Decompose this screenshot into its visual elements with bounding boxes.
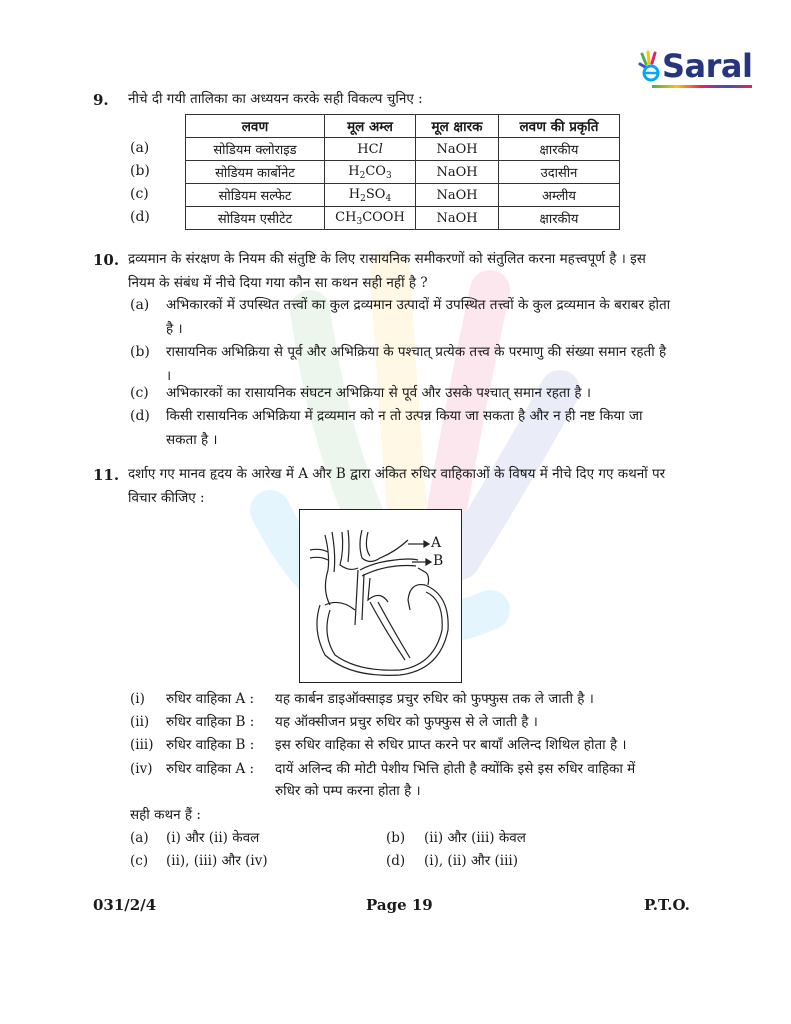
salt-cell: सोडियम सल्फेट bbox=[186, 184, 325, 207]
q11-option-a-text: (i) और (ii) केवल bbox=[166, 830, 260, 846]
statement-iv-vessel: रुधिर वाहिका A : bbox=[166, 761, 255, 777]
statement-iv-text: दायें अलिन्द की मोटी पेशीय भित्ति होती है क्योंकि इसे इस रुधिर वाहिका में bbox=[275, 761, 636, 777]
acid-formula: H bbox=[348, 186, 361, 202]
esaral-logo bbox=[638, 47, 753, 85]
question-number-10: 10. bbox=[93, 251, 120, 269]
table-row bbox=[186, 207, 620, 230]
acid-formula-rest: SO bbox=[365, 186, 386, 202]
q10-option-c-label: (c) bbox=[130, 385, 149, 401]
base-cell: NaOH bbox=[416, 138, 499, 161]
acid-formula-italic: l bbox=[378, 141, 383, 157]
paper-code: 031/2/4 bbox=[93, 896, 157, 914]
q11-option-b-text: (ii) और (iii) केवल bbox=[424, 830, 526, 846]
statement-i-vessel: रुधिर वाहिका A : bbox=[166, 691, 255, 707]
statement-ii-vessel: रुधिर वाहिका B : bbox=[166, 714, 255, 730]
base-cell: NaOH bbox=[416, 161, 499, 184]
salt-cell: सोडियम एसीटेट bbox=[186, 207, 325, 230]
table-row bbox=[186, 138, 620, 161]
q11-option-a-label: (a) bbox=[130, 830, 149, 846]
q11-option-d-label: (d) bbox=[386, 853, 406, 869]
base-cell: NaOH bbox=[416, 184, 499, 207]
q11-option-b-label: (b) bbox=[386, 830, 406, 846]
acid-formula: H bbox=[348, 163, 360, 179]
row-label-a: (a) bbox=[130, 140, 150, 156]
nature-cell: उदासीन bbox=[499, 161, 620, 184]
diagram-label-b: B bbox=[433, 553, 444, 569]
statement-iii-text: इस रुधिर वाहिका से रुधिर प्राप्त करने पर बायाँ अलिन्द शिथिल होता है । bbox=[275, 737, 627, 753]
question-number-11: 11. bbox=[93, 466, 120, 484]
q11-option-d-text: (i), (ii) और (iii) bbox=[424, 853, 519, 869]
answer-prompt: सही कथन हैं : bbox=[130, 807, 201, 823]
diagram-label-a: A bbox=[431, 535, 442, 551]
table-header-row bbox=[186, 115, 620, 138]
logo-hand-icon bbox=[638, 50, 662, 82]
acid-subscript: 4 bbox=[385, 193, 392, 204]
acid-subscript: 2 bbox=[360, 193, 366, 204]
q10-option-b-text: रासायनिक अभिक्रिया से पूर्व और अभिक्रिया के पश्चात् प्रत्येक तत्त्व के परमाणु की संख्या समान रहती है । bbox=[166, 344, 667, 384]
question-number-9: 9. bbox=[93, 91, 109, 109]
header-base: मूल क्षारक bbox=[416, 115, 499, 138]
statement-iv-label: (iv) bbox=[130, 761, 153, 777]
heart-diagram bbox=[299, 509, 462, 683]
salt-cell: सोडियम कार्बोनेट bbox=[186, 161, 325, 184]
question-11-prompt: दर्शाए गए मानव हृदय के आरेख में A और B द्वारा अंकित रुधिर वाहिकाओं के विषय में नीचे दिए गए कथनों पर विचार कीजिए : bbox=[128, 466, 666, 506]
q10-option-c-text: अभिकारकों का रासायनिक संघटन अभिक्रिया से पूर्व और उसके पश्चात् समान रहता है । bbox=[166, 385, 591, 401]
statement-iii-vessel: रुधिर वाहिका B : bbox=[166, 737, 255, 753]
header-salt: लवण bbox=[186, 115, 325, 138]
question-10-prompt: द्रव्यमान के संरक्षण के नियम की संतुष्टि के लिए रासायनिक समीकरणों को संतुलित करना महत्त्वपूर्ण है । इस नियम के संबंध में नीचे दिया गया कौन सा कथन सही नहीं है ? bbox=[128, 251, 646, 291]
statement-iv-text-cont: रुधिर को पम्प करना होता है । bbox=[275, 783, 421, 799]
row-label-d: (d) bbox=[130, 209, 150, 225]
q10-option-a-label: (a) bbox=[130, 297, 150, 313]
question-9-prompt: नीचे दी गयी तालिका का अध्ययन करके सही विकल्प चुनिए : bbox=[128, 91, 423, 107]
acid-formula: CH bbox=[335, 209, 357, 225]
nature-cell: क्षारकीय bbox=[499, 138, 620, 161]
q11-option-c-text: (ii), (iii) और (iv) bbox=[166, 853, 268, 869]
acid-cell bbox=[325, 207, 416, 230]
statement-i-label: (i) bbox=[130, 691, 145, 707]
table-row bbox=[186, 184, 620, 207]
statement-ii-label: (ii) bbox=[130, 714, 150, 730]
q10-option-d-text: किसी रासायनिक अभिक्रिया में द्रव्यमान को न तो उत्पन्न किया जा सकता है और न ही नष्ट किया जा सकता है । bbox=[166, 408, 643, 448]
acid-formula: HC bbox=[357, 141, 379, 157]
header-nature: लवण की प्रकृति bbox=[499, 115, 620, 138]
statement-ii-text: यह ऑक्सीजन प्रचुर रुधिर को फुफ्फुस से ले जाती है । bbox=[275, 714, 538, 730]
q10-option-a-text: अभिकारकों में उपस्थित तत्त्वों का कुल द्रव्यमान उत्पादों में उपस्थित तत्त्वों के कुल द्रव्यमान के बराबर होता है । bbox=[166, 297, 671, 337]
q10-option-d-label: (d) bbox=[130, 408, 150, 424]
table-row bbox=[186, 161, 620, 184]
base-cell: NaOH bbox=[416, 207, 499, 230]
header-acid: मूल अम्ल bbox=[325, 115, 416, 138]
logo-text: Saral bbox=[662, 47, 753, 85]
acid-formula-rest: COOH bbox=[362, 209, 405, 225]
row-label-b: (b) bbox=[130, 163, 150, 179]
statement-iii-label: (iii) bbox=[130, 737, 154, 753]
statement-i-text: यह कार्बन डाइऑक्साइड प्रचुर रुधिर को फुफ्फुस तक ले जाती है । bbox=[275, 691, 594, 707]
nature-cell: अम्लीय bbox=[499, 184, 620, 207]
acid-subscript: 3 bbox=[356, 216, 363, 227]
q10-option-b-label: (b) bbox=[130, 344, 150, 360]
acid-cell bbox=[325, 184, 416, 207]
salt-cell: सोडियम क्लोराइड bbox=[186, 138, 325, 161]
acid-cell bbox=[325, 161, 416, 184]
acid-formula-rest: CO bbox=[365, 163, 386, 179]
pto-label: P.T.O. bbox=[644, 896, 690, 914]
page-number: Page 19 bbox=[366, 896, 433, 914]
salt-table bbox=[185, 114, 620, 230]
nature-cell: क्षारकीय bbox=[499, 207, 620, 230]
row-label-c: (c) bbox=[130, 186, 149, 202]
q11-option-c-label: (c) bbox=[130, 853, 149, 869]
acid-cell bbox=[325, 138, 416, 161]
acid-subscript: 2 bbox=[359, 170, 366, 181]
acid-subscript: 3 bbox=[385, 170, 392, 181]
